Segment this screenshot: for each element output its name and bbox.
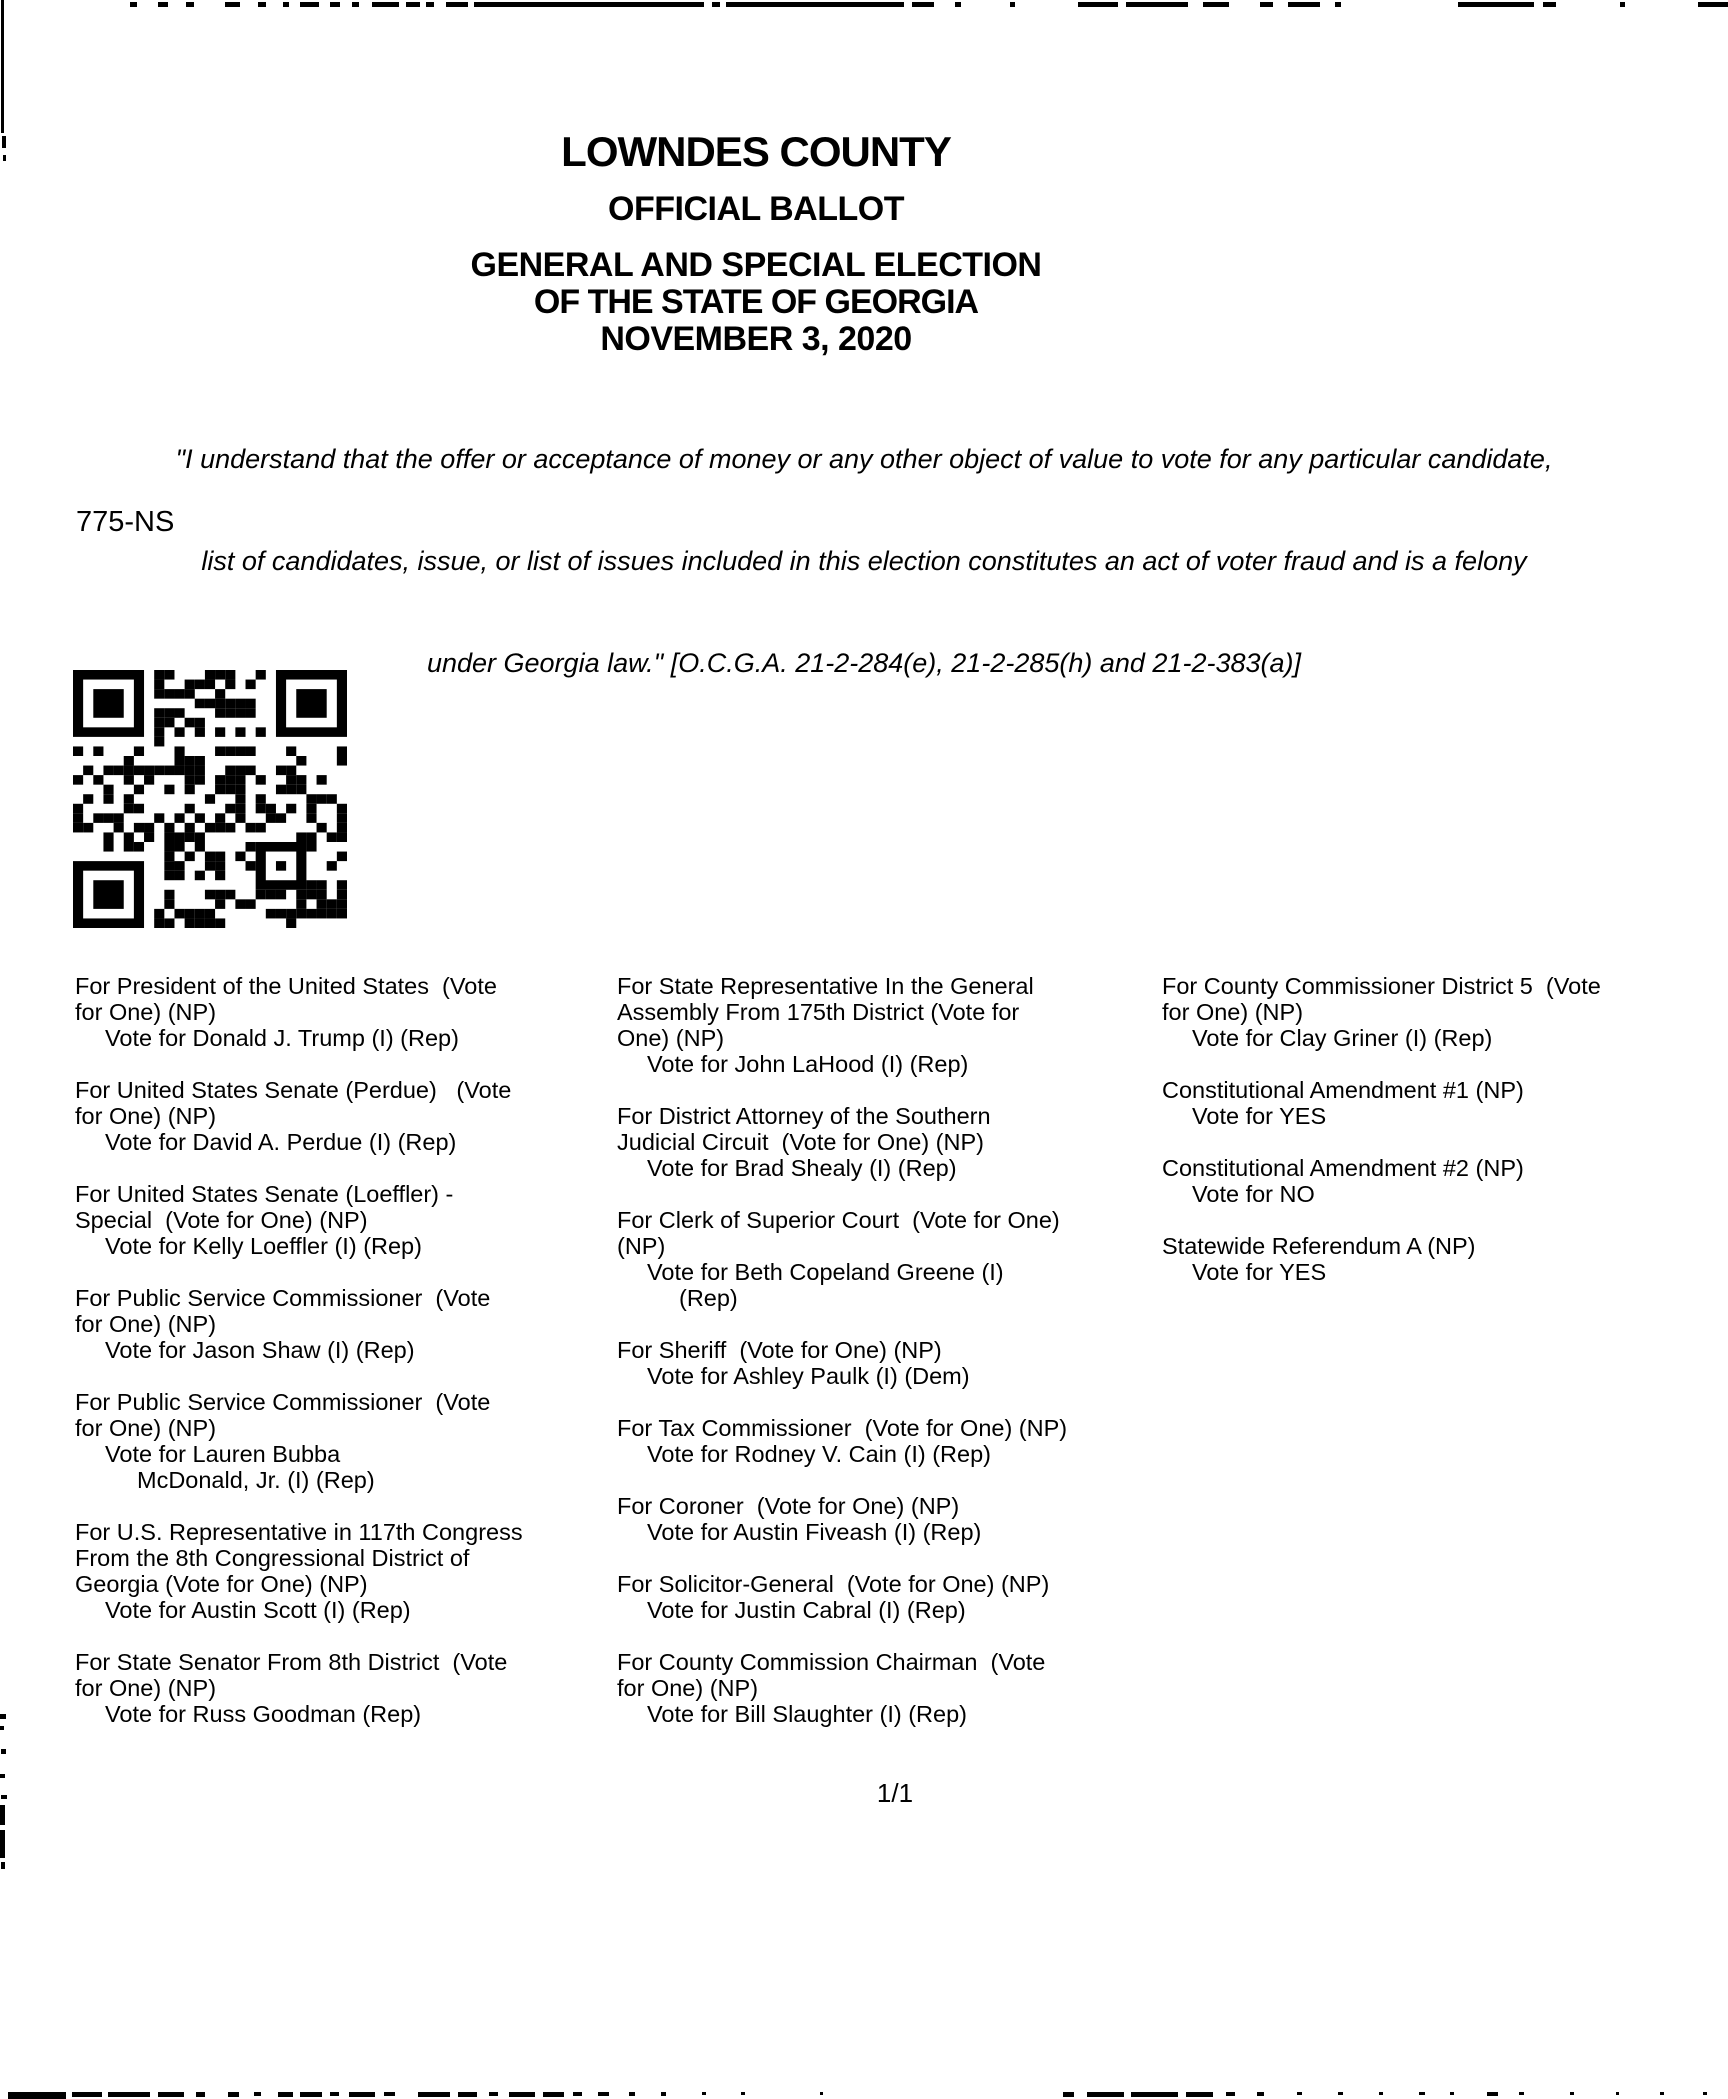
ballot-column — [1162, 973, 1728, 1311]
ballot-race — [617, 1649, 1177, 1727]
ballot-race — [617, 1103, 1177, 1181]
race-title-line: For Tax Commissioner (Vote for One) (NP) — [617, 1415, 1068, 1441]
disclaimer-line: "I understand that the offer or acceptance of money or any other object of value to vote for any particular candidate, — [175, 444, 1553, 474]
vote-selection-line: Vote for Kelly Loeffler (I) (Rep) — [105, 1233, 422, 1259]
race-title-line: For County Commissioner District 5 (Vote — [1162, 973, 1601, 999]
qr-code-icon — [73, 670, 347, 928]
ballot-race — [75, 1181, 620, 1259]
race-title-line: (NP) — [617, 1233, 666, 1259]
race-title-line: For Sheriff (Vote for One) (NP) — [617, 1337, 942, 1363]
vote-selection-line: Vote for Austin Scott (I) (Rep) — [105, 1597, 411, 1623]
race-title-line: For Public Service Commissioner (Vote — [75, 1389, 491, 1415]
ballot-race — [617, 1207, 1177, 1311]
vote-selection-line: Vote for Jason Shaw (I) (Rep) — [105, 1337, 415, 1363]
ballot-race — [75, 1519, 620, 1623]
vote-selection-line: Vote for Austin Fiveash (I) (Rep) — [647, 1519, 982, 1545]
race-title-line: For United States Senate (Perdue) (Vote — [75, 1077, 512, 1103]
vote-selection-line: Vote for Donald J. Trump (I) (Rep) — [105, 1025, 459, 1051]
race-title-line: for One) (NP) — [75, 1675, 217, 1701]
race-title-line: for One) (NP) — [617, 1675, 759, 1701]
ballot-race — [617, 1337, 1177, 1389]
vote-selection-line: Vote for Clay Griner (I) (Rep) — [1192, 1025, 1493, 1051]
disclaimer-line: list of candidates, issue, or list of issues included in this election constitutes an act of voter fraud and is a felony — [201, 546, 1527, 576]
vote-selection-line: Vote for Beth Copeland Greene (I) — [647, 1259, 1004, 1285]
race-title-line: For District Attorney of the Southern — [617, 1103, 991, 1129]
race-title-line: Statewide Referendum A (NP) — [1162, 1233, 1476, 1259]
page-indicator: 1/1 — [876, 1778, 914, 1808]
vote-selection-line: Vote for YES — [1192, 1103, 1327, 1129]
race-title-line: For State Representative In the General — [617, 973, 1034, 999]
race-title-line: for One) (NP) — [1162, 999, 1304, 1025]
race-title-line: for One) (NP) — [75, 1103, 217, 1129]
ballot-race — [1162, 1155, 1728, 1207]
ballot-race — [617, 1415, 1177, 1467]
ballot-race — [75, 1649, 620, 1727]
race-title-line: Constitutional Amendment #2 (NP) — [1162, 1155, 1524, 1181]
vote-selection-line: Vote for Ashley Paulk (I) (Dem) — [647, 1363, 970, 1389]
race-title-line: For County Commission Chairman (Vote — [617, 1649, 1046, 1675]
race-title-line: For U.S. Representative in 117th Congress — [75, 1519, 523, 1545]
ballot-race — [1162, 1233, 1728, 1285]
race-title-line: From the 8th Congressional District of — [75, 1545, 470, 1571]
official-ballot-subtitle: OFFICIAL BALLOT — [608, 190, 904, 228]
ballot-race — [1162, 973, 1728, 1051]
county-title: LOWNDES COUNTY — [561, 128, 951, 175]
vote-selection-line: Vote for YES — [1192, 1259, 1327, 1285]
race-title-line: One) (NP) — [617, 1025, 725, 1051]
ballot-style-code: 775-NS — [76, 506, 175, 538]
election-state-line: OF THE STATE OF GEORGIA — [533, 283, 979, 321]
election-name-line: GENERAL AND SPECIAL ELECTION — [470, 246, 1042, 284]
vote-selection-line: Vote for Rodney V. Cain (I) (Rep) — [647, 1441, 991, 1467]
vote-selection-line: (Rep) — [679, 1285, 738, 1311]
vote-selection-line: Vote for Lauren Bubba — [105, 1441, 341, 1467]
race-title-line: For Clerk of Superior Court (Vote for One) — [617, 1207, 1060, 1233]
vote-selection-line: Vote for John LaHood (I) (Rep) — [647, 1051, 969, 1077]
race-title-line: for One) (NP) — [75, 1415, 217, 1441]
race-title-line: For Coroner (Vote for One) (NP) — [617, 1493, 960, 1519]
race-title-line: Assembly From 175th District (Vote for — [617, 999, 1020, 1025]
race-title-line: Special (Vote for One) (NP) — [75, 1207, 368, 1233]
vote-selection-line: Vote for David A. Perdue (I) (Rep) — [105, 1129, 457, 1155]
ballot-race — [75, 1389, 620, 1493]
ballot-race — [75, 973, 620, 1051]
ballot-column — [617, 973, 1177, 1753]
race-title-line: For Public Service Commissioner (Vote — [75, 1285, 491, 1311]
vote-selection-line: Vote for Justin Cabral (I) (Rep) — [647, 1597, 966, 1623]
race-title-line: For President of the United States (Vote — [75, 973, 497, 999]
ballot-race — [617, 973, 1177, 1077]
race-title-line: Georgia (Vote for One) (NP) — [75, 1571, 368, 1597]
race-title-line: for One) (NP) — [75, 1311, 217, 1337]
vote-selection-line: Vote for Brad Shealy (I) (Rep) — [647, 1155, 957, 1181]
race-title-line: For United States Senate (Loeffler) - — [75, 1181, 454, 1207]
disclaimer-line: under Georgia law." [O.C.G.A. 21-2-284(e), 21-2-285(h) and 21-2-383(a)] — [426, 648, 1302, 678]
election-date-line: NOVEMBER 3, 2020 — [600, 320, 912, 358]
race-title-line: Constitutional Amendment #1 (NP) — [1162, 1077, 1524, 1103]
ballot-race — [1162, 1077, 1728, 1129]
vote-selection-line: Vote for Bill Slaughter (I) (Rep) — [647, 1701, 967, 1727]
vote-selection-line: Vote for NO — [1192, 1181, 1315, 1207]
race-title-line: for One) (NP) — [75, 999, 217, 1025]
ballot-race — [75, 1077, 620, 1155]
race-title-line: For State Senator From 8th District (Vote — [75, 1649, 508, 1675]
race-title-line: For Solicitor-General (Vote for One) (NP) — [617, 1571, 1050, 1597]
vote-selection-line: McDonald, Jr. (I) (Rep) — [137, 1467, 375, 1493]
ballot-race — [617, 1493, 1177, 1545]
ballot-race — [75, 1285, 620, 1363]
race-title-line: Judicial Circuit (Vote for One) (NP) — [617, 1129, 984, 1155]
ballot-race — [617, 1571, 1177, 1623]
vote-selection-line: Vote for Russ Goodman (Rep) — [105, 1701, 422, 1727]
ballot-column — [75, 973, 620, 1753]
